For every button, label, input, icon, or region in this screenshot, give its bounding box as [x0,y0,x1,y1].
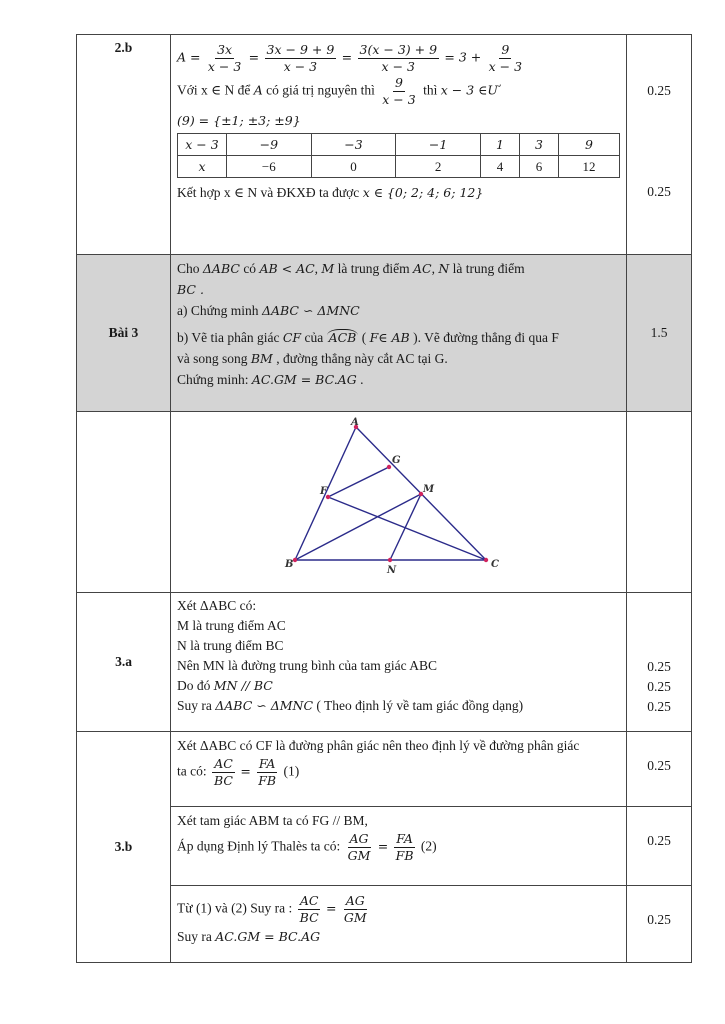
fraction [256,756,278,789]
point-b [293,558,297,562]
eq-sign: = [248,49,260,65]
table-cell: 2 [396,156,481,178]
text: , [314,261,319,276]
math: ΔABC ∽ ΔMNC [261,303,360,318]
text: thì [423,82,438,98]
table-row [178,134,620,156]
segment-mn [390,494,421,560]
score: 0.25 [647,912,671,927]
eq-sign: = [341,49,353,65]
frac-den: FB [395,848,414,863]
line: Xét ΔABC có CF là đường phân giác nên theo định lý về đường phân giác [177,738,580,753]
eq-sign: = [377,838,389,854]
row-figure [77,412,692,593]
frac-den: x − 3 [381,59,415,74]
fraction-2 [265,42,337,75]
score: 0.25 [647,699,671,714]
table-cell: x [178,156,227,178]
figure-cell [171,412,627,593]
segment-fc [328,497,486,560]
row-2b [77,35,692,255]
answer-sheet [76,34,678,963]
triangle-figure [171,412,614,586]
line: Nên MN là đường trung bình của tam giác ABC [177,658,438,673]
eq-sign: = 3 + [444,49,482,65]
text: , đường thẳng này cắt AC tại G. [276,351,448,366]
frac-num: AG [349,831,369,846]
math: AC.GM = BC.AG [215,929,321,944]
text: có [243,261,257,276]
row-3a-scores [627,593,692,732]
math: F∈ AB [369,330,410,345]
text: b) Vẽ tia phân giác [177,330,280,345]
frac-num: AC [214,756,233,771]
row-3a [77,593,692,732]
frac-den: x − 3 [488,59,523,74]
math: x − 3 ∈Ư [440,82,498,98]
point-c [484,558,488,562]
math: AC.GM = BC.AG [251,372,357,387]
frac-den: BC [214,773,233,788]
line: M là trung điểm AC [177,618,286,633]
fraction [342,893,369,926]
frac-num: 3x − 9 + 9 [266,42,335,57]
fraction-4 [487,42,524,75]
math: CF [282,330,302,345]
table-row [178,156,620,178]
text: ). Vẽ đường thẳng đi qua F [413,330,559,345]
frac-num: AG [345,893,365,908]
table-cell: −6 [227,156,312,178]
math: ΔABC [202,261,240,276]
point-g [387,465,391,469]
text: (2) [420,838,437,854]
text: (1) [283,763,300,779]
line: N là trung điểm BC [177,638,284,653]
label-f: F [320,486,328,497]
label-c: C [491,559,499,570]
row-3b-part1-content [171,732,627,807]
bai3-score: 1.5 [627,255,692,412]
line: Xét ΔABC có: [177,598,257,613]
fraction [346,831,373,864]
math: AB < AC [259,261,315,276]
frac-num: FA [258,756,276,771]
eq-a: A = [177,49,201,65]
fraction [394,831,416,864]
text: a) Chứng minh [177,303,259,318]
row-bai3 [77,255,692,412]
text: và song song [177,351,248,366]
line [177,676,620,696]
condition-line [177,75,620,108]
answer-table [76,34,692,963]
line [177,926,620,947]
text: có giá trị nguyên thì [266,82,375,98]
bai3-content [171,255,627,412]
values-table [177,133,620,178]
frac-num: FA [396,831,413,846]
table-cell: 12 [558,156,619,178]
segment-fg [328,467,389,497]
text: là trung điểm [452,261,525,276]
table-cell: −1 [396,134,481,156]
eq-sign: = [326,900,337,916]
row-3b-label: 3.b [77,732,171,963]
bai3-label: Bài 3 [77,255,171,412]
divisors-line: (9) = {±1; ±3; ±9} [177,113,301,128]
fraction [298,893,321,926]
table-cell: 1 [480,134,519,156]
frac-den: x − 3 [207,59,242,74]
math: M [321,261,335,276]
score: 0.25 [647,184,671,199]
cond-fraction [380,75,417,108]
text: Với x ∈ N để [177,82,251,98]
conclusion-line [177,182,620,203]
score: 0.25 [647,758,671,773]
figure-empty-cell [77,412,171,593]
figure-score-cell [627,412,692,593]
point-n [388,558,392,562]
eq-sign: = [240,763,251,779]
bai3-line-1 [177,258,620,279]
row-3b-part3-score [627,886,692,963]
label-b: B [285,559,294,570]
row-3b-part1-score [627,732,692,807]
score: 0.25 [647,679,671,694]
row-3b-part2-score [627,807,692,886]
frac-den: FB [258,773,277,788]
math: x ∈ {0; 2; 4; 6; 12} [362,185,484,200]
bai3-line-5 [177,348,620,369]
row-3a-content [171,593,627,732]
table-cell: 3 [519,134,558,156]
frac-num: 3(x − 3) + 9 [359,42,438,57]
text: . [360,372,364,387]
text: Chứng minh: [177,372,249,387]
text: Suy ra [177,698,212,713]
text: ( [361,330,367,345]
fraction-equation [177,42,620,75]
text: Do đó [177,678,211,693]
math: MN // BC [213,678,273,693]
table-cell: −3 [311,134,396,156]
frac-den: BC [299,910,319,925]
row-2b-content [171,35,627,255]
text: của [304,330,324,345]
angle-math: ACB [328,330,357,345]
frac-num: 9 [395,75,403,90]
bai3-line-4 [177,327,620,348]
label-a: A [351,417,359,428]
row-3a-label: 3.a [77,593,171,732]
frac-num: 9 [501,42,510,57]
text: Cho [177,261,200,276]
bai3-line-6 [177,369,620,390]
text: là trung điểm [337,261,410,276]
text: Suy ra [177,929,212,944]
math: AC [412,261,432,276]
line: Xét tam giác ABM ta có FG // BM, [177,813,368,828]
text: ( Theo định lý về tam giác đồng dạng) [316,698,524,713]
text: , [431,261,435,276]
math: N [438,261,450,276]
text: Kết hợp x ∈ N và ĐKXĐ ta được [177,185,360,200]
label-n: N [387,565,397,576]
line [177,756,620,789]
table-cell: −9 [227,134,312,156]
row-3b-part1 [77,732,692,807]
bai3-line-3 [177,300,620,321]
table-cell: 0 [311,156,396,178]
row-2b-label: 2.b [77,35,171,255]
table-cell: x − 3 [178,134,227,156]
line [177,831,620,864]
score: 0.25 [647,833,671,848]
score: 0.25 [647,659,671,674]
table-cell: 9 [558,134,619,156]
text: Từ (1) và (2) Suy ra : [177,900,293,916]
line [177,893,620,926]
frac-num: AC [299,893,319,908]
fraction-1 [206,42,243,75]
math: BM [250,351,273,366]
table-cell: 6 [519,156,558,178]
label-g: G [392,455,401,466]
score: 0.25 [647,83,671,98]
fraction-3 [358,42,440,75]
math: A [253,82,263,98]
row-3b-part3-content [171,886,627,963]
frac-den: GM [343,910,367,925]
row-2b-scores [627,35,692,255]
table-cell: 4 [480,156,519,178]
line [177,696,620,716]
bai3-line-2: BC . [177,282,204,297]
text: Áp dụng Định lý Thalès ta có: [177,838,341,854]
frac-den: x − 3 [382,92,416,107]
frac-num: 3x [217,42,233,57]
row-3b-part2-content [171,807,627,886]
frac-den: GM [347,848,371,863]
text: ta có: [177,763,207,779]
frac-den: x − 3 [283,59,318,74]
math: ΔABC ∽ ΔMNC [215,698,314,713]
label-m: M [423,484,435,495]
fraction [212,756,235,789]
